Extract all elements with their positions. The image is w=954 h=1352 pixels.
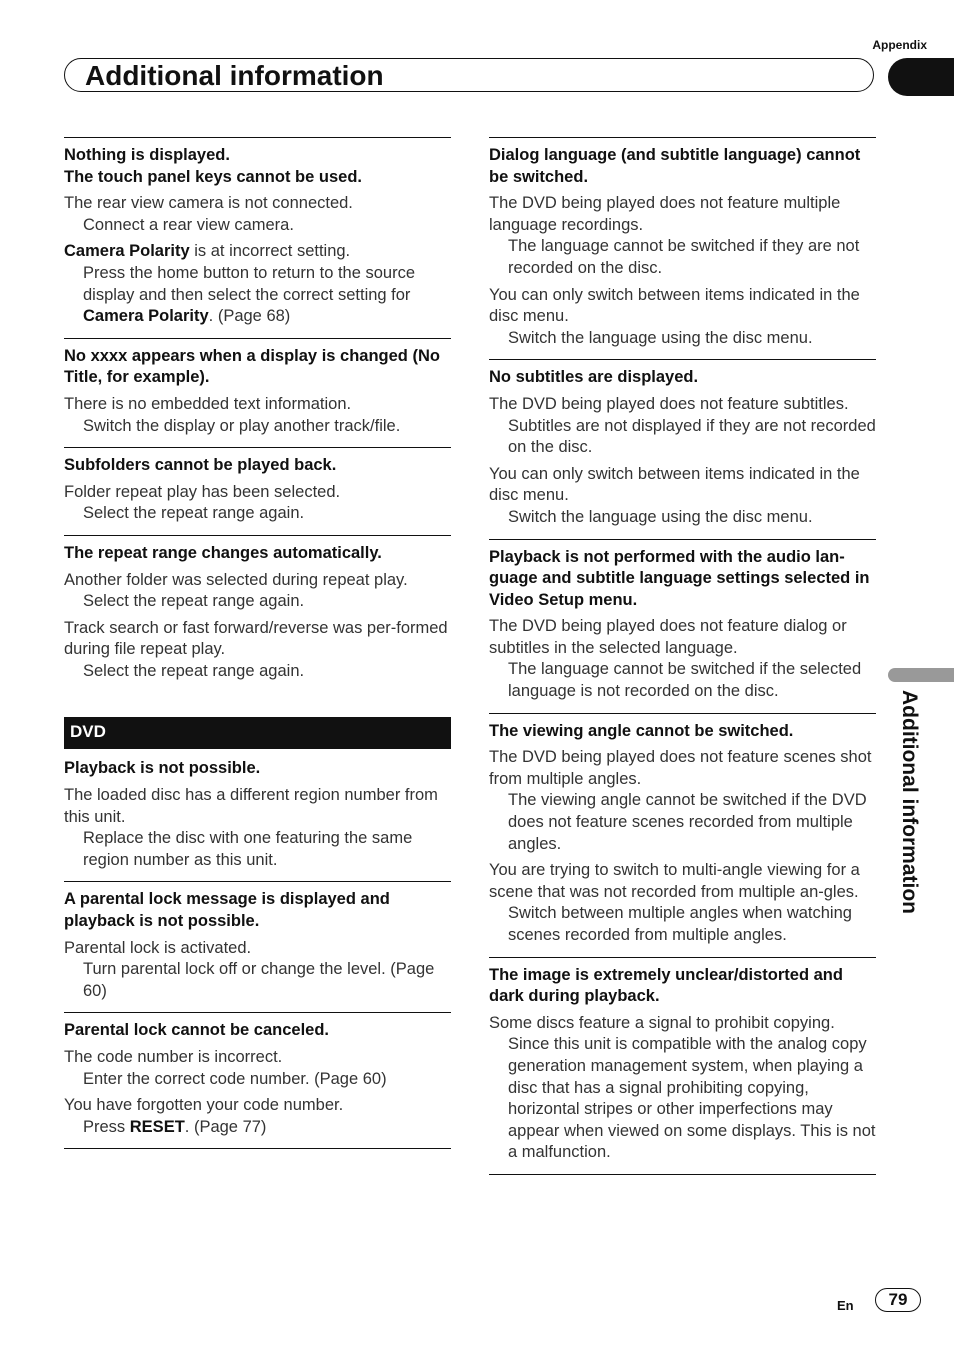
trouble-section (489, 957, 876, 1175)
remedy-text: Turn parental lock off or change the level. (Page 60) (83, 960, 435, 1000)
remedy-text: Switch the display or play another track/file. (83, 416, 401, 435)
dvd-block (64, 758, 451, 1149)
appendix-label: Appendix (872, 38, 927, 52)
problem-heading: Playback is not performed with the audio lan-guage and subtitle language settings selected in Video Setup menu. (489, 547, 870, 609)
problem-heading: No xxxx appears when a display is changed (No Title, for example). (64, 346, 440, 387)
cause-text: Another folder was selected during repeat play. (64, 570, 408, 589)
problem-heading: The viewing angle cannot be switched. (489, 721, 794, 740)
side-tab-label (897, 690, 923, 950)
problem-heading: No subtitles are displayed. (489, 368, 699, 387)
chapter-tab (888, 58, 954, 96)
dvd-section-heading: DVD (64, 717, 451, 749)
page-number: 79 (875, 1288, 921, 1312)
setting-name: Camera Polarity (64, 242, 190, 261)
remedy-part: Press (83, 1117, 130, 1136)
problem-heading: A parental lock message is displayed and playback is not possible. (64, 890, 390, 931)
remedy-text: Select the repeat range again. (83, 504, 305, 523)
remedy-text: The language cannot be switched if they are not recorded on the disc. (508, 237, 860, 277)
remedy-text: The language cannot be switched if the selected language is not recorded on the disc. (508, 660, 862, 701)
problem-heading: Dialog language (and subtitle language) cannot be switched. (489, 146, 861, 186)
trouble-section (64, 881, 451, 1012)
cause-text: The DVD being played does not feature dialog or subtitles in the selected language. (489, 617, 847, 657)
problem-heading: The image is extremely unclear/distorted and dark during playback. (489, 965, 843, 1006)
remedy-text: Switch the language using the disc menu. (508, 507, 813, 526)
cause-text: The code number is incorrect. (64, 1048, 283, 1066)
cause-text: Parental lock is activated. (64, 938, 252, 957)
language-code: En (837, 1298, 854, 1313)
trouble-section (64, 338, 451, 447)
remedy-text: Replace the disc with one featuring the same region number as this unit. (83, 829, 413, 869)
problem-line: The touch panel keys cannot be used. (64, 167, 362, 186)
remedy-text: Enter the correct code number. (Page 60) (83, 1069, 387, 1088)
page-ref: . (Page 77) (184, 1117, 267, 1136)
problem-heading (64, 145, 451, 188)
cause-text: Some discs feature a signal to prohibit copying. (489, 1013, 835, 1032)
cause-text: The rear view camera is not connected. (64, 194, 353, 213)
page-ref: . (Page 68) (208, 307, 291, 326)
remedy-part: Press the home button to return to the source display and then select the correct setting for (83, 263, 416, 304)
problem-heading: Subfolders cannot be played back. (64, 456, 337, 475)
trouble-section (489, 359, 876, 538)
cause-text: You have forgotten your code number. (64, 1096, 344, 1115)
problem-heading: The repeat range changes automatically. (64, 543, 382, 562)
side-tab-marker (888, 668, 954, 682)
cause-text: Folder repeat play has been selected. (64, 482, 341, 501)
right-column (489, 137, 876, 1175)
cause-text: You can only switch between items indicated in the disc menu. (489, 285, 860, 326)
trouble-section (64, 447, 451, 535)
cause-rest: is at incorrect setting. (189, 242, 351, 261)
remedy-text: Switch the language using the disc menu. (508, 328, 813, 347)
remedy-text: Connect a rear view camera. (83, 215, 294, 234)
remedy-text: Select the repeat range again. (83, 661, 305, 680)
remedy-text: Switch between multiple angles when watching scenes recorded from multiple angles. (508, 904, 852, 944)
cause-text: The DVD being played does not feature subtitles. (489, 394, 849, 413)
setting-name: Camera Polarity (83, 307, 209, 326)
trouble-section (64, 1012, 451, 1149)
remedy-text: Since this unit is compatible with the analog copy generation management system, when playing a disc that has a signal prohibiting copying, horizontal stripes or other imperfections may appear when viewed on some displays. This is not a malfunction. (508, 1035, 876, 1162)
problem-heading: Parental lock cannot be canceled. (64, 1021, 330, 1040)
cause-text: There is no embedded text information. (64, 394, 352, 413)
title-bar (64, 58, 874, 92)
remedy-text: Subtitles are not displayed if they are not recorded on the disc. (508, 416, 876, 457)
page-title: Additional information (85, 60, 384, 91)
cause-text: The DVD being played does not feature scenes shot from multiple angles. (489, 748, 872, 788)
trouble-section (64, 137, 451, 338)
remedy-text: Select the repeat range again. (83, 592, 305, 611)
button-name: RESET (129, 1117, 185, 1136)
left-column (64, 137, 451, 1149)
side-tab-text: Additional information (898, 690, 921, 914)
cause-text: You can only switch between items indicated in the disc menu. (489, 464, 860, 505)
trouble-section (64, 535, 451, 693)
cause-text: The DVD being played does not feature multiple language recordings. (489, 194, 841, 234)
trouble-section (489, 713, 876, 957)
problem-heading: Playback is not possible. (64, 759, 261, 778)
cause-text: You are trying to switch to multi-angle viewing for a scene that was not recorded from multiple an-gles. (489, 861, 860, 901)
remedy-text: The viewing angle cannot be switched if the DVD does not feature scenes recorded from multiple angles. (508, 791, 867, 853)
trouble-section (64, 758, 451, 881)
problem-line: Nothing is displayed. (64, 146, 230, 164)
cause-text: Track search or fast forward/reverse was per-formed during file repeat play. (64, 618, 448, 659)
cause-text (64, 241, 451, 263)
trouble-section (489, 137, 876, 359)
remedy-text (83, 263, 451, 328)
cause-text: The loaded disc has a different region number from this unit. (64, 786, 438, 826)
remedy-text (83, 1117, 451, 1139)
trouble-section (489, 539, 876, 713)
